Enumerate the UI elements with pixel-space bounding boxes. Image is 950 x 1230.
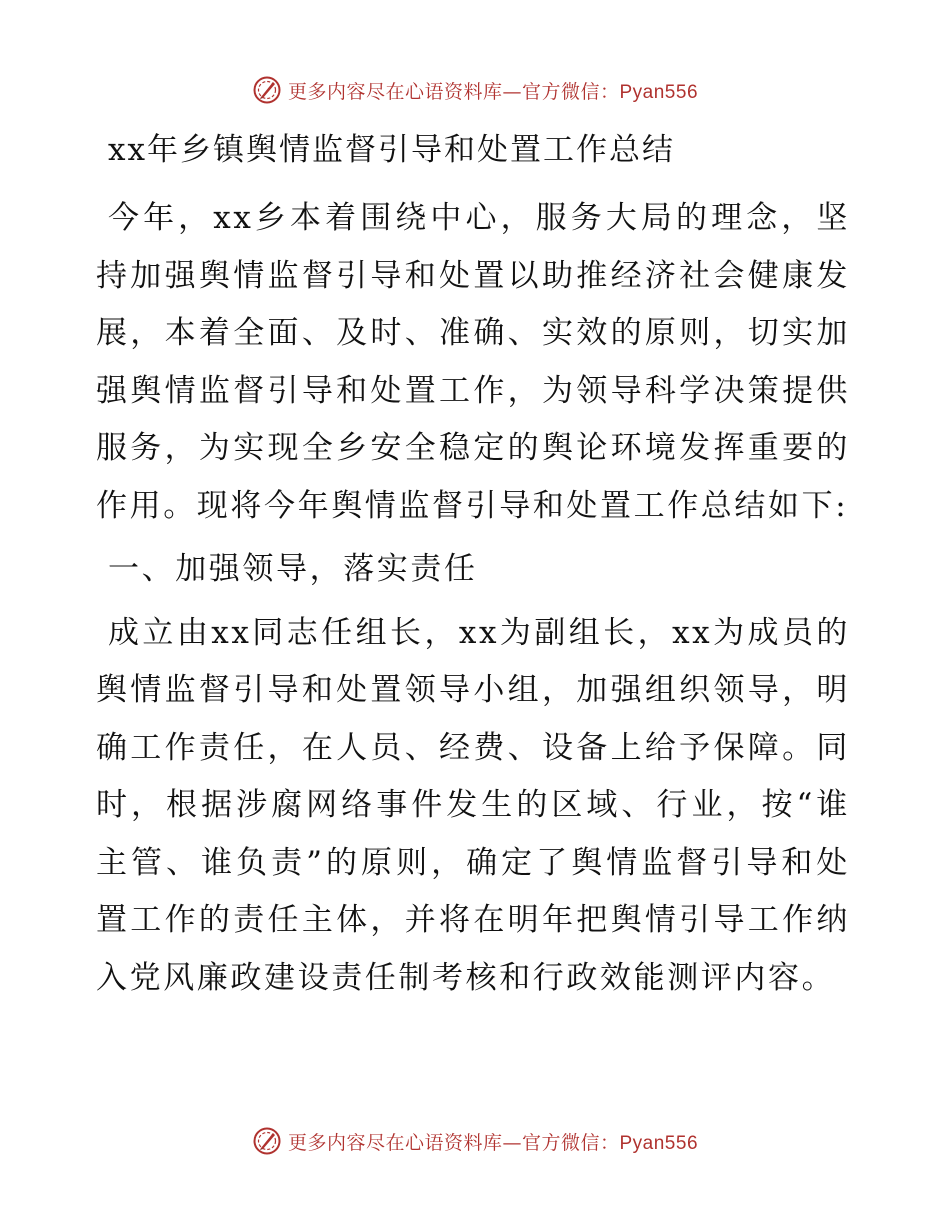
document-body — [96, 118, 850, 1007]
watermark-banner-bottom — [0, 1121, 950, 1161]
watermark-text — [288, 77, 698, 104]
watermark-text-cn: 更多内容尽在心语资料库—官方微信： — [287, 80, 620, 103]
quill-pen-logo — [252, 1126, 282, 1156]
section-paragraph: 成立由xx同志任组长，xx为副组长，xx为成员的舆情监督引导和处置领导小组，加强组织领导，明确工作责任，在人员、经费、设备上给予保障。同时，根据涉腐网络事件发生的区域、行业，按“谁主管、谁负责”的原则，确定了舆情监督引导和处置工作的责任主体，并将在明年把舆情引导工作纳入党风廉政建设责任制考核和行政效能测评内容。 — [96, 614, 850, 996]
watermark-wechat-id: Pyan556 — [619, 1132, 699, 1154]
watermark-text-cn: 更多内容尽在心语资料库—官方微信： — [287, 1131, 620, 1154]
intro-paragraph: 今年，xx乡本着围绕中心，服务大局的理念，坚持加强舆情监督引导和处置以助推经济社会健康发展，本着全面、及时、准确、实效的原则，切实加强舆情监督引导和处置工作，为领导科学决策提供服务，为实现全乡安全稳定的舆论环境发挥重要的作用。现将今年舆情监督引导和处置工作总结如下: — [96, 200, 850, 524]
watermark-text — [288, 1128, 698, 1155]
watermark-banner-top — [0, 70, 950, 110]
quill-pen-logo — [252, 75, 282, 105]
document-title: xx年乡镇舆情监督引导和处置工作总结 — [108, 132, 675, 168]
watermark-wechat-id: Pyan556 — [619, 81, 699, 103]
section-heading: 一、加强领导，落实责任 — [108, 551, 478, 587]
